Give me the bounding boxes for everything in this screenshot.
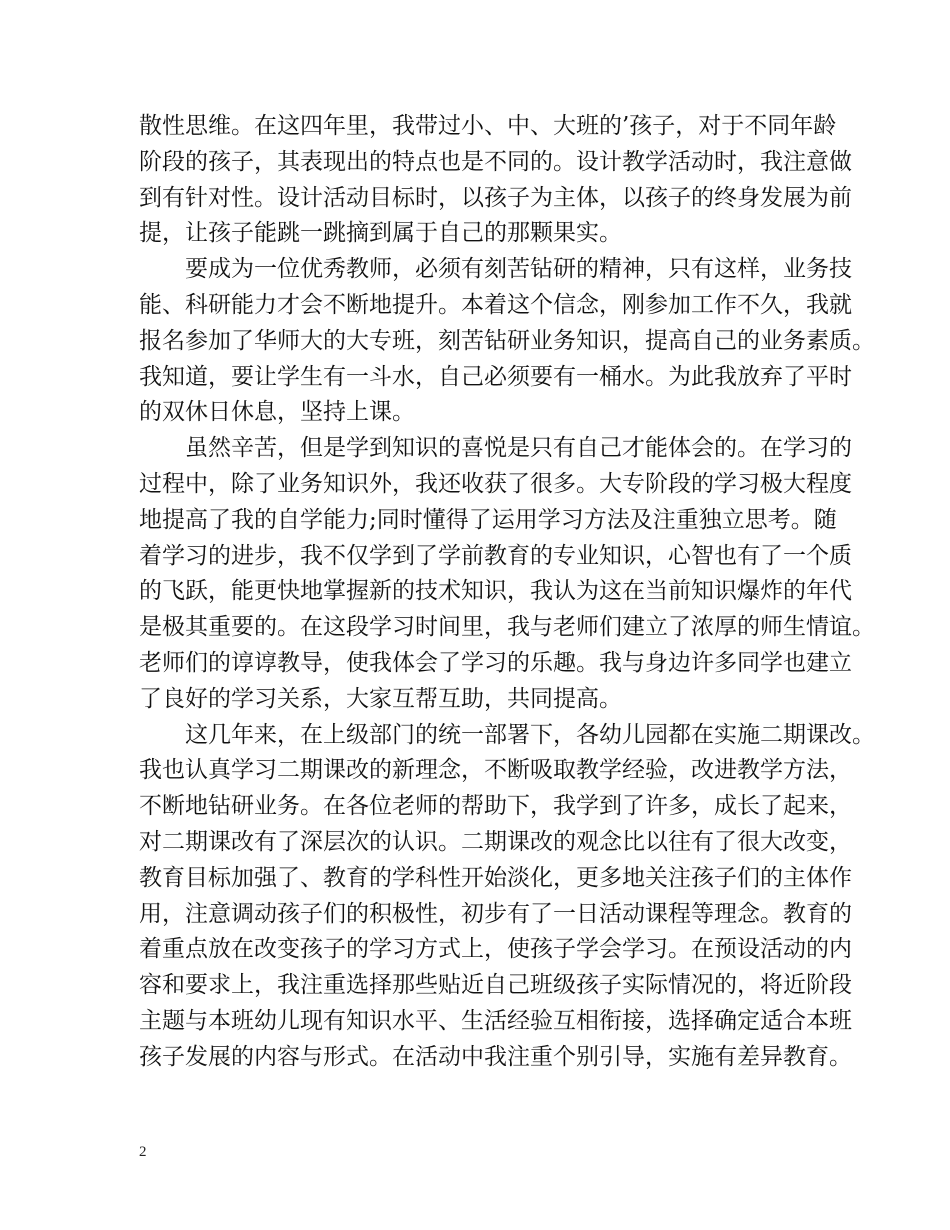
text-line: 的双休日休息，坚持上课。	[139, 399, 415, 426]
page-number: 2	[139, 1144, 147, 1160]
text-line: 这几年来，在上级部门的统一部署下，各幼儿园都在实施二期课改。	[139, 721, 875, 748]
text-line: 了良好的学习关系，大家互帮互助，共同提高。	[139, 685, 622, 712]
text-line: 用，注意调动孩子们的积极性，初步有了一日活动课程等理念。教育的	[139, 900, 852, 927]
text-line: 是极其重要的。在这段学习时间里，我与老师们建立了浓厚的师生情谊。	[139, 614, 875, 641]
text-line: 虽然辛苦，但是学到知识的喜悦是只有自己才能体会的。在学习的	[139, 435, 852, 462]
text-line: 主题与本班幼儿现有知识水平、生活经验互相衔接，选择确定适合本班	[139, 1007, 852, 1034]
text-line: 报名参加了华师大的大专班，刻苦钻研业务知识，提高自己的业务素质。	[139, 327, 875, 354]
text-line: 容和要求上，我注重选择那些贴近自己班级孩子实际情况的，将近阶段	[139, 972, 852, 999]
text-line: 到有针对性。设计活动目标时，以孩子为主体，以孩子的终身发展为前	[139, 184, 852, 211]
text-line: 着学习的进步，我不仅学到了学前教育的专业知识，心智也有了一个质	[139, 542, 852, 569]
text-line: 能、科研能力才会不断地提升。本着这个信念，刚参加工作不久，我就	[139, 291, 852, 318]
document-body	[139, 109, 875, 1076]
text-line: 着重点放在改变孩子的学习方式上，使孩子学会学习。在预设活动的内	[139, 936, 852, 963]
text-line: 散性思维。在这四年里，我带过小、中、大班的’孩子，对于不同年龄	[139, 113, 837, 139]
text-line: 老师们的谆谆教导，使我体会了学习的乐趣。我与身边许多同学也建立	[139, 649, 852, 676]
text-line: 对二期课改有了深层次的认识。二期课改的观念比以往有了很大改变，	[139, 828, 852, 855]
text-line: 不断地钻研业务。在各位老师的帮助下，我学到了许多，成长了起来，	[139, 793, 852, 820]
text-line: 过程中，除了业务知识外，我还收获了很多。大专阶段的学习极大程度	[139, 470, 852, 497]
text-line: 教育目标加强了、教育的学科性开始淡化，更多地关注孩子们的主体作	[139, 864, 852, 891]
text-line: 我知道，要让学生有一斗水，自己必须要有一桶水。为此我放弃了平时	[139, 363, 852, 390]
text-line: 地提高了我的自学能力;同时懂得了运用学习方法及注重独立思考。随	[139, 506, 837, 533]
text-line: 阶段的孩子，其表现出的特点也是不同的。设计教学活动时，我注意做	[139, 148, 852, 175]
text-line: 提，让孩子能跳一跳摘到属于自己的那颗果实。	[139, 220, 622, 247]
text-line: 的飞跃，能更快地掌握新的技术知识，我认为这在当前知识爆炸的年代	[139, 578, 852, 605]
text-line: 要成为一位优秀教师，必须有刻苦钻研的精神，只有这样，业务技	[139, 256, 852, 283]
text-line: 孩子发展的内容与形式。在活动中我注重个别引导，实施有差异教育。	[139, 1043, 852, 1070]
text-line: 我也认真学习二期课改的新理念，不断吸取教学经验，改进教学方法，	[139, 757, 852, 784]
